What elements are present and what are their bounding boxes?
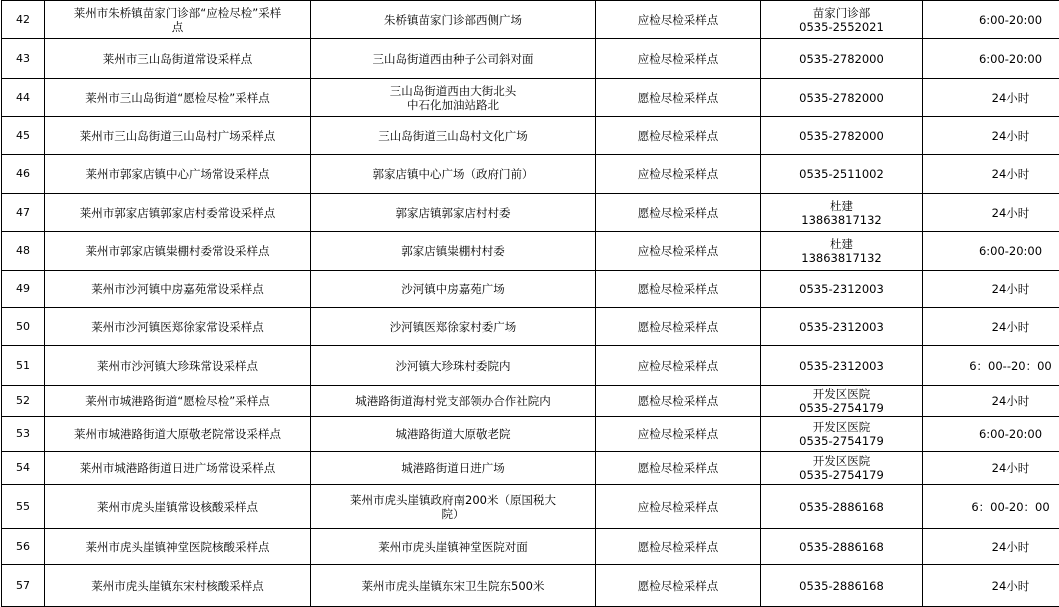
- site-contact-cell: [761, 485, 923, 529]
- site-contact-line: 开发区医院: [763, 454, 920, 468]
- site-contact-line: 0535-2312003: [763, 359, 920, 373]
- row-number-cell: 44: [2, 79, 45, 117]
- table-row: [2, 117, 1059, 155]
- site-type-cell: 愿检尽检采样点: [596, 452, 761, 485]
- row-number-cell: 45: [2, 117, 45, 155]
- site-address-cell: [311, 485, 596, 529]
- site-hours-cell: 6：00-20：00: [923, 485, 1059, 529]
- row-number-cell: 49: [2, 271, 45, 308]
- site-type-cell: 愿检尽检采样点: [596, 79, 761, 117]
- site-name-line: 莱州市城港路街道“愿检尽检”采样点: [47, 394, 308, 408]
- row-number-cell: 53: [2, 417, 45, 452]
- site-hours-cell: 24小时: [923, 79, 1059, 117]
- site-name-line: 莱州市虎头崖镇神堂医院核酸采样点: [47, 540, 308, 554]
- site-address-line: 朱桥镇苗家门诊部西侧广场: [313, 13, 593, 27]
- site-type-cell: 愿检尽检采样点: [596, 529, 761, 565]
- site-type-cell: 应检尽检采样点: [596, 155, 761, 194]
- row-number-cell: 50: [2, 308, 45, 346]
- site-address-cell: [311, 117, 596, 155]
- site-contact-line: 13863817132: [763, 213, 920, 227]
- site-hours-cell: 24小时: [923, 529, 1059, 565]
- table-row: [2, 565, 1059, 607]
- site-contact-line: 0535-2754179: [763, 401, 920, 415]
- site-contact-line: 0535-2782000: [763, 52, 920, 66]
- site-type-cell: 愿检尽检采样点: [596, 117, 761, 155]
- site-contact-cell: [761, 39, 923, 79]
- site-contact-cell: [761, 308, 923, 346]
- site-address-line: 莱州市虎头崖镇东宋卫生院东500米: [313, 579, 593, 593]
- site-address-cell: [311, 417, 596, 452]
- site-address-cell: [311, 565, 596, 607]
- site-name-line: 莱州市沙河镇医郑徐家常设采样点: [47, 320, 308, 334]
- site-contact-line: 0535-2782000: [763, 91, 920, 105]
- table-row: [2, 386, 1059, 417]
- site-name-line: 莱州市郭家店镇郭家店村委常设采样点: [47, 206, 308, 220]
- table-row: [2, 529, 1059, 565]
- site-address-line: 郭家店镇郭家店村村委: [313, 206, 593, 220]
- site-contact-cell: [761, 79, 923, 117]
- site-name-cell: [45, 155, 311, 194]
- site-contact-line: 开发区医院: [763, 387, 920, 401]
- site-contact-line: 杜建: [763, 199, 920, 213]
- table-body: [2, 1, 1059, 607]
- site-name-line: 莱州市沙河镇大珍珠常设采样点: [47, 359, 308, 373]
- site-hours-cell: 24小时: [923, 386, 1059, 417]
- site-name-cell: [45, 386, 311, 417]
- site-hours-cell: 24小时: [923, 155, 1059, 194]
- site-hours-cell: 6:00-20:00: [923, 39, 1059, 79]
- site-address-cell: [311, 39, 596, 79]
- row-number-cell: 57: [2, 565, 45, 607]
- site-type-cell: 愿检尽检采样点: [596, 386, 761, 417]
- site-contact-line: 0535-2886168: [763, 579, 920, 593]
- site-address-cell: [311, 529, 596, 565]
- site-address-line: 莱州市虎头崖镇政府南200米（原国税大: [313, 493, 593, 507]
- site-name-cell: [45, 117, 311, 155]
- site-name-line: 点: [47, 20, 308, 34]
- site-name-cell: [45, 308, 311, 346]
- site-hours-cell: 24小时: [923, 452, 1059, 485]
- site-hours-cell: 6：00--20：00: [923, 346, 1059, 386]
- table-row: [2, 79, 1059, 117]
- site-name-cell: [45, 452, 311, 485]
- site-address-line: 院）: [313, 507, 593, 521]
- site-name-cell: [45, 79, 311, 117]
- site-name-line: 莱州市城港路街道大原敬老院常设采样点: [47, 427, 308, 441]
- site-type-cell: 愿检尽检采样点: [596, 194, 761, 232]
- site-name-cell: [45, 417, 311, 452]
- site-name-line: 莱州市城港路街道日进广场常设采样点: [47, 461, 308, 475]
- row-number-cell: 47: [2, 194, 45, 232]
- site-contact-line: 0535-2886168: [763, 540, 920, 554]
- site-type-cell: 应检尽检采样点: [596, 232, 761, 271]
- site-contact-line: 0535-2312003: [763, 320, 920, 334]
- site-name-line: 莱州市三山岛街道常设采样点: [47, 52, 308, 66]
- site-contact-cell: [761, 155, 923, 194]
- row-number-cell: 48: [2, 232, 45, 271]
- site-contact-line: 0535-2552021: [763, 20, 920, 34]
- site-contact-cell: [761, 117, 923, 155]
- site-hours-cell: 24小时: [923, 117, 1059, 155]
- site-name-line: 莱州市虎头崖镇东宋村核酸采样点: [47, 579, 308, 593]
- site-address-line: 三山岛街道西由种子公司斜对面: [313, 52, 593, 66]
- site-hours-cell: 6:00-20:00: [923, 417, 1059, 452]
- site-contact-line: 杜建: [763, 237, 920, 251]
- site-address-line: 城港路街道日进广场: [313, 461, 593, 475]
- site-name-cell: [45, 271, 311, 308]
- site-type-cell: 应检尽检采样点: [596, 1, 761, 39]
- site-name-line: 莱州市虎头崖镇常设核酸采样点: [47, 500, 308, 514]
- site-name-cell: [45, 39, 311, 79]
- site-contact-cell: [761, 452, 923, 485]
- site-address-line: 三山岛街道三山岛村文化广场: [313, 129, 593, 143]
- site-contact-cell: [761, 417, 923, 452]
- table-row: [2, 417, 1059, 452]
- site-name-line: 莱州市三山岛街道“愿检尽检”采样点: [47, 91, 308, 105]
- site-hours-cell: 24小时: [923, 565, 1059, 607]
- site-hours-cell: 6:00-20:00: [923, 232, 1059, 271]
- site-contact-cell: [761, 194, 923, 232]
- site-contact-cell: [761, 1, 923, 39]
- site-address-line: 中石化加油站路北: [313, 98, 593, 112]
- row-number-cell: 43: [2, 39, 45, 79]
- site-name-cell: [45, 565, 311, 607]
- site-type-cell: 愿检尽检采样点: [596, 565, 761, 607]
- site-type-cell: 愿检尽检采样点: [596, 308, 761, 346]
- site-address-cell: [311, 346, 596, 386]
- site-name-line: 莱州市郭家店镇粜棚村委常设采样点: [47, 244, 308, 258]
- site-name-cell: [45, 232, 311, 271]
- site-type-cell: 应检尽检采样点: [596, 39, 761, 79]
- site-address-line: 沙河镇大珍珠村委院内: [313, 359, 593, 373]
- site-address-cell: [311, 271, 596, 308]
- sampling-sites-table: [1, 0, 1059, 607]
- site-name-cell: [45, 529, 311, 565]
- site-contact-line: 0535-2511002: [763, 167, 920, 181]
- site-name-line: 莱州市三山岛街道三山岛村广场采样点: [47, 129, 308, 143]
- site-address-line: 城港路街道大原敬老院: [313, 427, 593, 441]
- site-contact-line: 0535-2754179: [763, 468, 920, 482]
- site-contact-cell: [761, 346, 923, 386]
- site-contact-cell: [761, 271, 923, 308]
- site-name-cell: [45, 346, 311, 386]
- row-number-cell: 42: [2, 1, 45, 39]
- table-row: [2, 232, 1059, 271]
- site-name-line: 莱州市朱桥镇苗家门诊部“应检尽检”采样: [47, 6, 308, 20]
- table-row: [2, 485, 1059, 529]
- site-address-cell: [311, 232, 596, 271]
- site-name-line: 莱州市沙河镇中房嘉苑常设采样点: [47, 282, 308, 296]
- row-number-cell: 54: [2, 452, 45, 485]
- site-contact-line: 0535-2782000: [763, 129, 920, 143]
- site-contact-line: 0535-2312003: [763, 282, 920, 296]
- row-number-cell: 46: [2, 155, 45, 194]
- site-contact-cell: [761, 529, 923, 565]
- table-row: [2, 452, 1059, 485]
- site-type-cell: 应检尽检采样点: [596, 417, 761, 452]
- site-address-line: 三山岛街道西由大街北头: [313, 84, 593, 98]
- row-number-cell: 52: [2, 386, 45, 417]
- site-address-cell: [311, 1, 596, 39]
- row-number-cell: 55: [2, 485, 45, 529]
- site-address-cell: [311, 452, 596, 485]
- site-address-cell: [311, 79, 596, 117]
- site-name-cell: [45, 194, 311, 232]
- site-hours-cell: 6:00-20:00: [923, 1, 1059, 39]
- site-hours-cell: 24小时: [923, 194, 1059, 232]
- table-row: [2, 1, 1059, 39]
- site-name-cell: [45, 1, 311, 39]
- site-address-cell: [311, 308, 596, 346]
- site-contact-cell: [761, 565, 923, 607]
- site-contact-cell: [761, 386, 923, 417]
- site-type-cell: 愿检尽检采样点: [596, 271, 761, 308]
- site-type-cell: 应检尽检采样点: [596, 346, 761, 386]
- table-row: [2, 39, 1059, 79]
- site-address-line: 郭家店镇粜棚村村委: [313, 244, 593, 258]
- site-contact-line: 开发区医院: [763, 420, 920, 434]
- site-name-line: 莱州市郭家店镇中心广场常设采样点: [47, 167, 308, 181]
- site-contact-line: 0535-2886168: [763, 500, 920, 514]
- site-hours-cell: 24小时: [923, 308, 1059, 346]
- site-type-cell: 应检尽检采样点: [596, 485, 761, 529]
- table-row: [2, 346, 1059, 386]
- table-row: [2, 155, 1059, 194]
- table-row: [2, 194, 1059, 232]
- site-address-line: 沙河镇医郑徐家村委广场: [313, 320, 593, 334]
- site-address-line: 郭家店镇中心广场（政府门前）: [313, 167, 593, 181]
- row-number-cell: 51: [2, 346, 45, 386]
- site-contact-line: 苗家门诊部: [763, 6, 920, 20]
- site-address-cell: [311, 155, 596, 194]
- site-contact-line: 13863817132: [763, 251, 920, 265]
- site-hours-cell: 24小时: [923, 271, 1059, 308]
- site-address-line: 城港路街道海村党支部领办合作社院内: [313, 394, 593, 408]
- site-address-cell: [311, 194, 596, 232]
- table-row: [2, 308, 1059, 346]
- site-name-cell: [45, 485, 311, 529]
- site-address-line: 沙河镇中房嘉苑广场: [313, 282, 593, 296]
- site-address-cell: [311, 386, 596, 417]
- table-row: [2, 271, 1059, 308]
- site-contact-cell: [761, 232, 923, 271]
- row-number-cell: 56: [2, 529, 45, 565]
- site-contact-line: 0535-2754179: [763, 434, 920, 448]
- site-address-line: 莱州市虎头崖镇神堂医院对面: [313, 540, 593, 554]
